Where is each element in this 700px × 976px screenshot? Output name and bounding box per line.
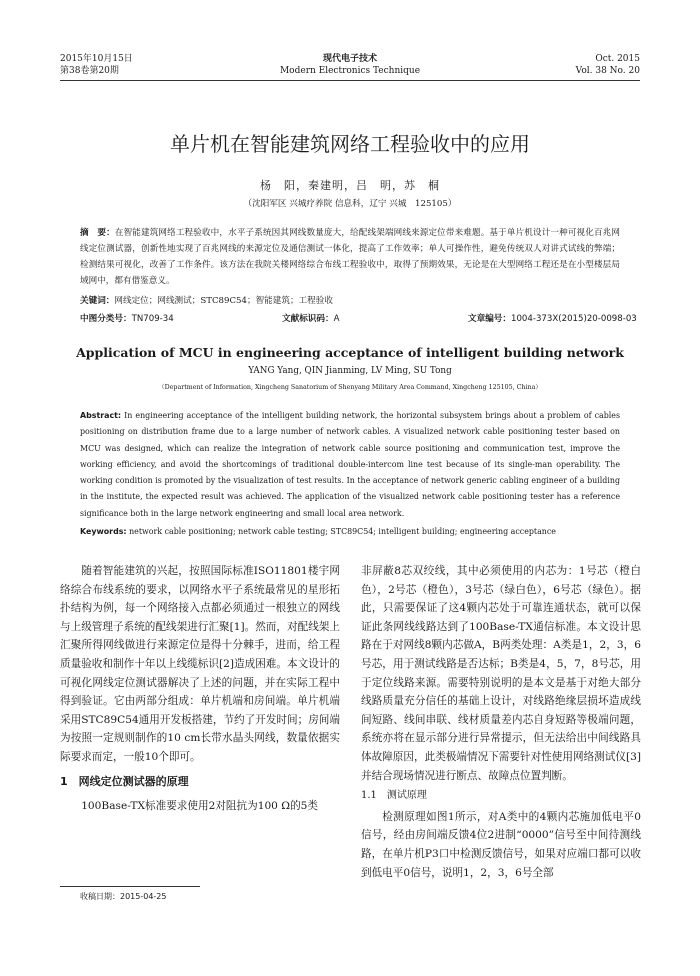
header-date: 2015年10月15日 第38卷第20期	[60, 54, 133, 76]
affiliation-en: （Department of Information, Xingcheng Sanatorium of Shenyang Military Area Command, Xingcheng 125105, China）	[158, 384, 542, 391]
intro-paragraph: 随着智能建筑的兴起，按照国际标准ISO11801楼宇网络综合布线系统的要求，以网络水平子系统最常见的星形拓扑结构为例，每一个网络接入点都必须通过一根独立的网线与上级管理子系统的配线架进行汇聚[1]。然而，对配线架上汇聚所得网线做进行来源定位是得十分棘手，进而，给工程质量验收和制作十年以上线缆标识[2]造成困难。本文设计的可视化网线定位测试器解决了上述的问题，并在实际工程中得到验证。它由两部分组成：单片机端和房间端。单片机端采用STC89C54通用开发板搭建，节约了开发时间；房间端为按照一定规则制作的10 cm长带水晶头网线，数量依据实际要求而定，一般10个即可。	[60, 565, 340, 763]
received-date: 收稿日期：2015-04-25	[80, 892, 167, 901]
section-heading-1: 1 网线定位测试器的原理	[60, 774, 189, 788]
section1-paragraph: 100Base-TX标准要求使用2对阻抗为100 Ω的5类	[81, 800, 318, 813]
clc-number: 中图分类号：TN709-34	[80, 314, 174, 324]
paper-title-cn: 单片机在智能建筑网络工程验收中的应用	[170, 132, 530, 156]
abstract-cn: 摘 要：在智能建筑网络工程验收中，水平子系统因其网线数量庞大，给配线架端网线来源定位带来难题。基于单片机设计一种可视化百兆网线定位测试器，创新性地实现了百兆网线的来源定位及通信测试一体化，提高了工作效率；单人可操作性，避免传统双人对讲式试线的弊端；检测结果可视化，改善了工作条件。该方法在我院关楼网络综合布线工程验收中，取得了预期效果，无论是在大型网络工程还是在小型楼层局域网中，都有借鉴意义。	[80, 228, 620, 286]
affiliation-cn: （沈阳军区 兴城疗养院 信息科，辽宁 兴城 125105）	[243, 199, 457, 209]
cable-paragraph: 非屏蔽8芯双绞线，其中必须使用的内芯为：1号芯（橙白色），2号芯（橙色），3号芯（绿白色），6号芯（绿色）。据此，只需要保证了这4颗内芯处于可靠连通状态，就可以保证此条网线线路达到了100Base-TX通信标准。本文设计思路在于对网线8颗内芯做A，B两类处理：A类是1，2，3，6号芯，用于测试线路是否达标；B类是4，5，7，8号芯，用于定位线路来源。需要特别说明的是本文是基于对绝大部分线路质量充分信任的基础上设计，对线路绝缘层损坏造成线间短路、线间串联、线材质量差内芯自身短路等极端问题，系统亦将在显示部分进行异常提示，但无法给出中间线路具体故障原因，此类极端情况下需要针对性使用网络测试仪[3]并结合现场情况进行断点、故障点位置判断。	[361, 565, 641, 782]
header-journal: 现代电子技术 Modern Electronics Technique	[279, 54, 421, 76]
subsection-heading-1-1: 1.1 测试原理	[361, 790, 427, 802]
header-issue: Oct. 2015 Vol. 38 No. 20	[575, 54, 640, 76]
test-principle-paragraph: 检测原理如图1所示，对A类中的4颗内芯施加低电平0信号，经由房间端反馈4位2进制“0000”信号至中间待测线路，在单片机P3口中检测反馈信号，如果对应端口都可以收到低电平0信号，说明1，2，3，6号全部	[361, 810, 641, 879]
authors-en: YANG Yang, QIN Jianming, LV Ming, SU Tong	[248, 366, 452, 376]
keywords-cn: 关键词：网线定位；网线测试；STC89C54；智能建筑；工程验收	[80, 296, 333, 306]
paper-title-en: Application of MCU in engineering acceptance of intelligent building network	[76, 345, 624, 360]
authors-cn: 杨 阳，秦建明，吕 明，苏 桐	[260, 179, 440, 192]
body-column-right	[361, 562, 641, 882]
document-code: 文献标识码：A	[282, 314, 340, 324]
footnote-rule	[60, 886, 200, 887]
article-number: 文章编号：1004-373X(2015)20-0098-03	[468, 314, 637, 324]
header-rule	[60, 80, 640, 81]
body-column-left	[60, 562, 340, 816]
abstract-en: Abstract: In engineering acceptance of the intelligent building network, the horizontal subsystem brings about a problem of cables positioning on distribution frame due to a large number of network cables. A visualized network cable positioning tester based on MCU was designed, which can realize the integration of network cable source positioning and communication test, improve the working efficiency, and avoid the shortcomings of traditional double-intercom line test because of its single-man operability. The working condition is promoted by the visualization of test results. In the acceptance of network generic cabling engineer of a building in the institute, the expected result was achieved. The application of the visualized network cable positioning tester has a reference significance both in the large network engineering and small local area network.	[80, 411, 620, 518]
keywords-en: Keywords: network cable positioning; network cable testing; STC89C54; intelligent building; engineering acceptance	[80, 527, 556, 536]
